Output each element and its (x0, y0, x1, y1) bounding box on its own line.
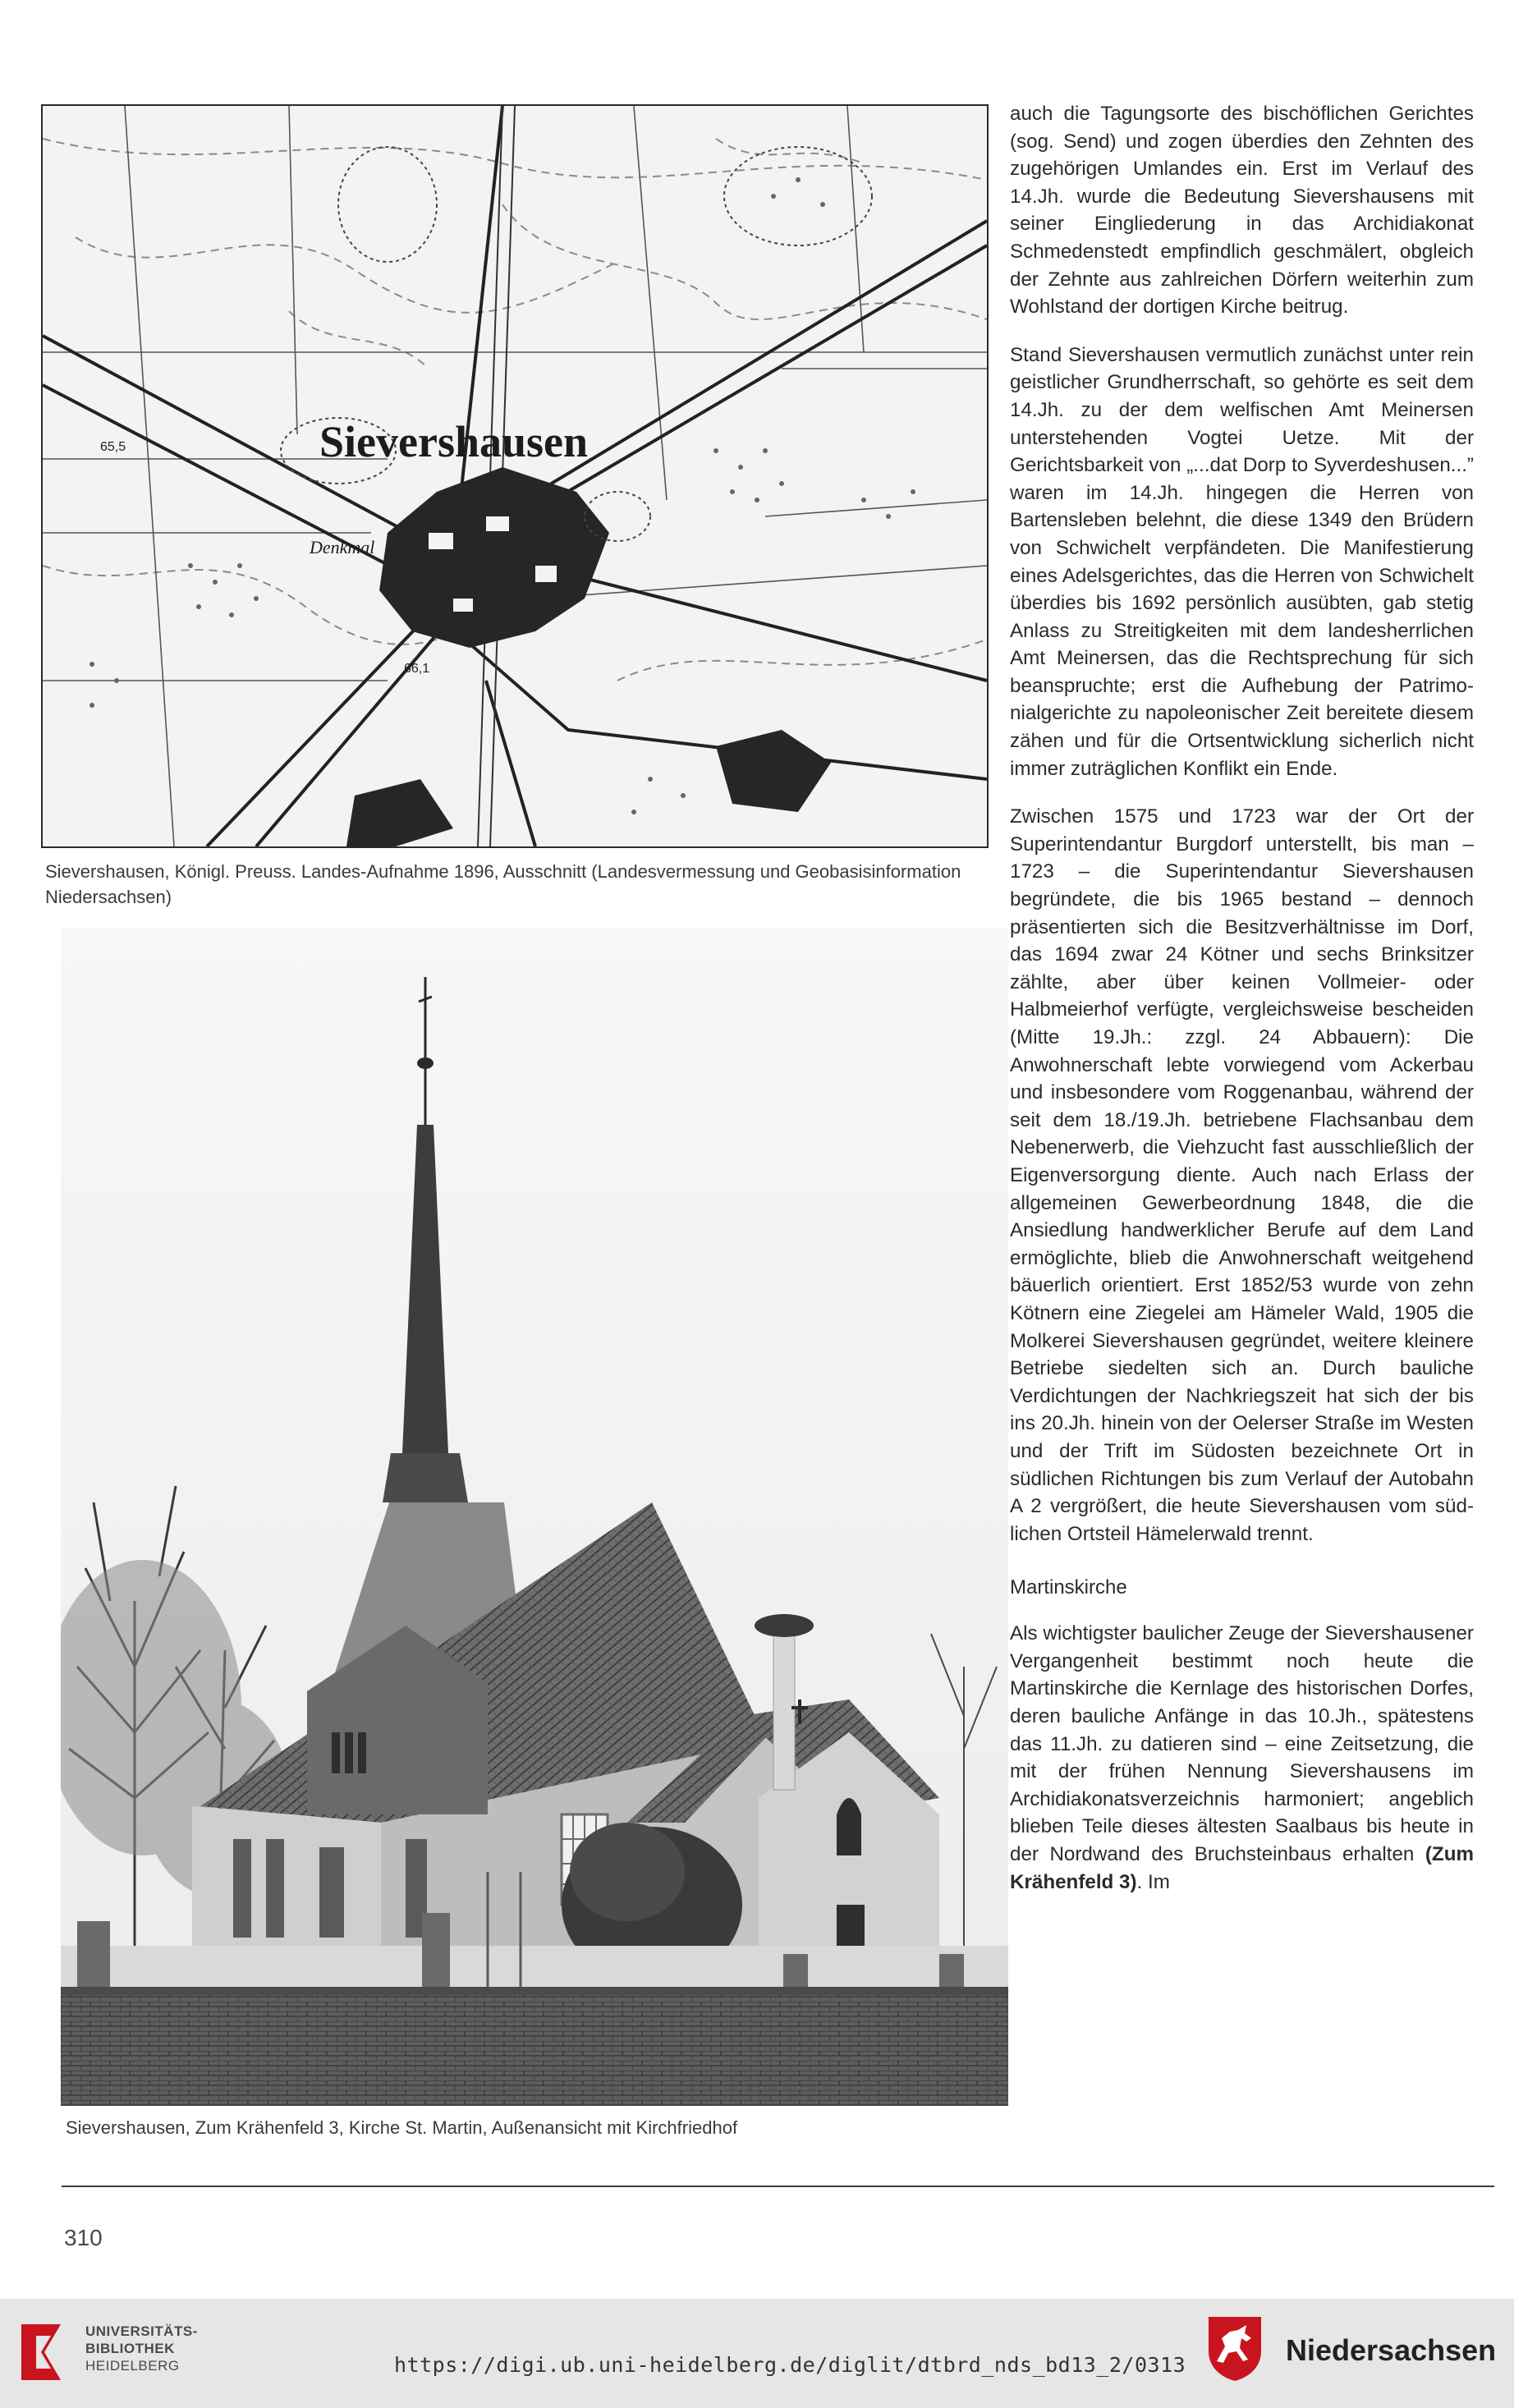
footer-rule (62, 2186, 1494, 2187)
library-line-1: UNIVERSITÄTS- (85, 2323, 198, 2339)
paragraph-3: Zwischen 1575 und 1723 war der Ort der Superintendantur Burgdorf unterstellt, bis man – 1723 – die Superintendantur Sievershausen begründete, die bis 1965 bestand – dennoch präsentierten sich die Besitzverhältnisse im Dorf, das 1694 zwar 24 Kötner und sechs Brinksitzer zählte, aber über keinen Vollmeier- oder Halbmeierhof verfügte, vergleichsweise bescheiden (Mitte 19.Jh.: zzgl. 24 Abbauern): Die Anwohnerschaft lebte vorwiegend vom Ackerbau und insbesondere vom Roggenanbau, während der seit dem 18./19.Jh. betriebene Flachsanbau dem Nebenerwerb, die Viehzucht fast ausschließlich der Eigenversorgung diente. Auch nach Erlass der allgemeinen Gewerbeordnung 1848, die die Ansiedlung handwerklicher Berufe auf dem Land ermöglichte, blieb die Anwohnerschaft weitgehend bäuerlich orientiert. Erst 1852/53 wurde von zehn Kötnern eine Ziegelei am Hämeler Wald, 1905 die Molkerei Sievershausen gegründet, weitere kleinere Betriebe siedelten sich an. Durch bauliche Verdichtungen der Nachkriegszeit hat sich der bis ins 20.Jh. hinein von der Oelerser Straße im Westen und der Trift im Südosten bezeichnete Ort in südlichen Richtungen bis zum Verlauf der Autobahn A 2 vergrößert, die heute Sievershausen vom südlichen Ortsteil Hämelerwald trennt. (1010, 805, 1474, 1545)
page-number: 310 (64, 2225, 103, 2250)
university-library-name (85, 2323, 198, 2374)
paragraph-2: Stand Sievershausen vermutlich zunächst unter rein geistlicher Grundherrschaft, so gehörte es seit dem 14.Jh. zu der dem welfischen Amt Meinersen unterstehenden Vogtei Uetze. Mit der Gerichtsbarkeit von „...dat Dorp to Syverdeshusen...” waren im 14.Jh. hingegen die Herren von Bartensleben belehnt, die diese 1349 den Brüdern von Schwichelt verpfändeten. Die Manifestierung eines Adelsgerichtes, das die Herren von Schwichelt überdies bis 1692 persönlich ausübten, gab stetig Anlass zu Streitigkeiten mit dem landesherrlichen Amt Meinersen, das die Rechtsprechung für sich beanspruchte; erst die Aufhebung der Patrimonialgerichte zu napoleonischer Zeit bereitete diesem zähen und für die Ortsentwicklung sicherlich nicht immer zuträglichen Konflikt ein Ende. (1010, 343, 1474, 780)
church-photo (61, 928, 1008, 2106)
university-library-logo-icon (18, 2319, 76, 2385)
library-line-3: HEIDELBERG (85, 2358, 180, 2374)
map-elevation-2: 66,1 (404, 662, 430, 676)
map-caption: Sievershausen, Königl. Preuss. Landes-Aufnahme 1896, Ausschnitt (Landesvermessung und Geobasisinformation Niedersachsen) (45, 861, 961, 907)
paragraph-1: auch die Tagungsorte des bischöflichen Gerichtes (sog. Send) und zogen überdies den Zehnten des zugehörigen Umlandes ein. Erst im Verlauf des 14.Jh. wurde die Bedeutung Sievershausens mit seiner Eingliederung in das Archidiakonat Schmedenstedt empfindlich geschmälert, obgleich der Zehnte aus zahlreichen Dörfern weiterhin zum Wohlstand der dortigen Kirche beitrug. (1010, 103, 1474, 319)
photo-caption: Sievershausen, Zum Krähenfeld 3, Kirche St. Martin, Außenansicht mit Kirchfriedhof (66, 2117, 738, 2138)
section-heading: Martinskirche (1010, 1576, 1127, 1599)
map-denkmal-label: Denkmal (310, 537, 375, 557)
map-elevation-1: 65,5 (100, 440, 126, 454)
map-place-label: Sievershausen (319, 417, 589, 466)
niedersachsen-horse-icon (1205, 2314, 1264, 2383)
address-reference: (Zum Krähenfeld 3) (1010, 1843, 1474, 1893)
paragraph-4 (1010, 1620, 1474, 1896)
map-drawing (43, 106, 987, 846)
paragraph-4-end: . Im (1136, 1870, 1170, 1893)
permalink-url[interactable]: https://digi.ub.uni-heidelberg.de/diglit/dtbrd_nds_bd13_2/0313 (394, 2353, 1186, 2377)
text-column (1010, 100, 1474, 1916)
paragraph-4-text: Als wichtigster baulicher Zeuge der Sievershausener Vergangenheit bestimmt noch heute die Martinskirche die Kernlage des historischen Dorfes, deren bauliche Anfänge in das 10.Jh., spätestens das 11.Jh. zu datieren sind – eine Zeitsetzung, die mit der frühen Nennung Sievershausens im Archidiakonatsverzeichnis harmoniert; angeblich blieben Teile dieses ältesten Saalbaus bis heute in der Nordwand des Bruchsteinbaus erhalten (1010, 1622, 1474, 1866)
church-drawing (61, 928, 1008, 2106)
library-line-2: BIBLIOTHEK (85, 2341, 175, 2356)
historic-map (41, 104, 989, 848)
niedersachsen-label: Niedersachsen (1286, 2333, 1497, 2367)
